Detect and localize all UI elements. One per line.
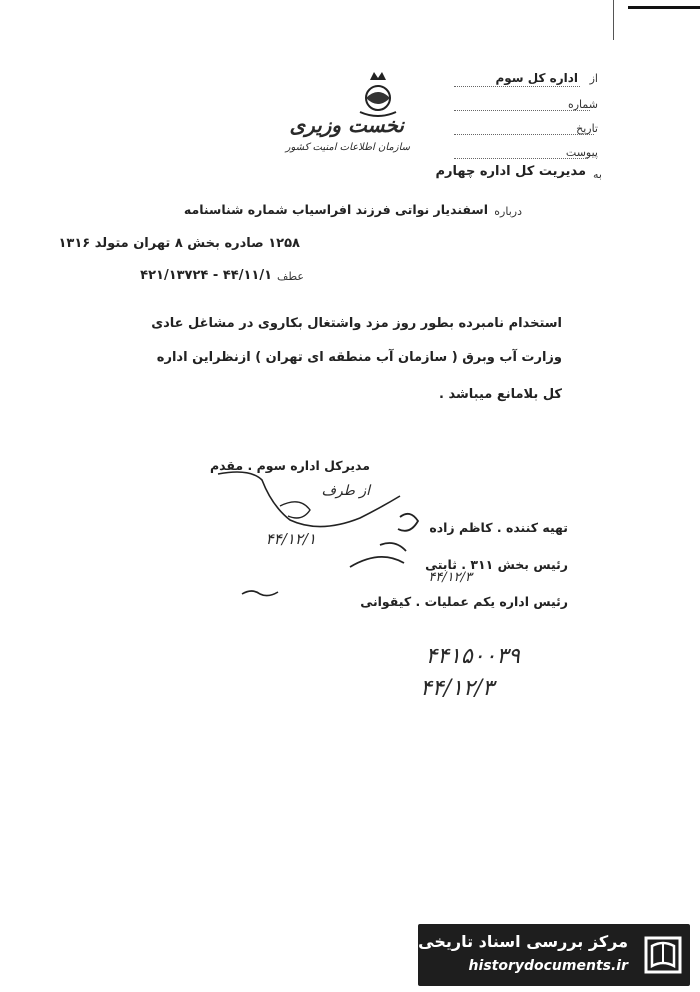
handwritten-date-1: ۴۴/۱۲/۱	[265, 530, 316, 548]
date-dotted-line	[454, 134, 594, 135]
paragraph-line-2: وزارت آب وبرق ( سازمان آب منطقه ای تهران ) ازنظراین اداره	[156, 350, 562, 365]
subject-line-2: ۱۲۵۸ صادره بخش ۸ تهران متولد ۱۳۱۶	[58, 236, 300, 251]
handwritten-number: ۴۴۱۵۰۰۳۹	[425, 644, 520, 669]
reference-label: عطف	[277, 270, 304, 283]
number-dotted-line	[454, 110, 590, 111]
initials-scribble	[340, 505, 430, 575]
org-name: نخست وزیری	[289, 113, 404, 137]
scan-edge	[628, 6, 700, 9]
watermark-title: مرکز بررسی اسناد تاریخی	[418, 932, 628, 951]
from-label: از	[589, 72, 598, 85]
attachment-label: پیوست	[565, 146, 598, 159]
watermark-logo-icon	[640, 932, 686, 978]
department-head: رئیس اداره یکم عملیات . کیقوانی	[360, 594, 568, 609]
subject-label: درباره	[494, 205, 522, 218]
number-label: شماره	[567, 98, 598, 111]
emblem-icon	[356, 70, 400, 118]
margin-mark	[240, 586, 280, 600]
director-signature: مدیرکل اداره سوم . مقدم	[210, 458, 370, 473]
to-label: به	[593, 168, 602, 181]
paragraph-line-3: کل بلامانع میباشد .	[439, 387, 562, 402]
handwritten-date-3: ۴۴/۱۲/۳	[420, 676, 494, 701]
director-note: از طرف	[321, 483, 370, 499]
section-head: رئیس بخش ۳۱۱ . ثابتی	[425, 557, 568, 572]
handwritten-date-2: ۴۴/۱۲/۳	[428, 570, 472, 585]
attachment-dotted-line	[454, 158, 588, 159]
prepared-by: تهیه کننده . کاظم زاده	[429, 520, 568, 535]
org-subtitle: سازمان اطلاعات امنیت کشور	[285, 142, 410, 153]
scan-edge-vertical	[613, 0, 614, 40]
subject-line-1: اسفندیار نواتی فرزند افراسیاب شماره شناسنامه	[183, 202, 488, 217]
watermark-url: historydocuments.ir	[468, 958, 628, 974]
from-value: اداره کل سوم	[495, 71, 578, 85]
date-label: تاریخ	[576, 122, 598, 135]
reference-value: ۴۴/۱۱/۱ - ۴۲۱/۱۳۷۲۴	[140, 268, 272, 283]
paragraph-line-1: استخدام نامبرده بطور روز مزد واشتغال بکاروی در مشاغل عادی	[151, 316, 562, 331]
to-value: مدیریت کل اداره چهارم	[435, 164, 586, 179]
from-dotted-line	[454, 86, 580, 87]
